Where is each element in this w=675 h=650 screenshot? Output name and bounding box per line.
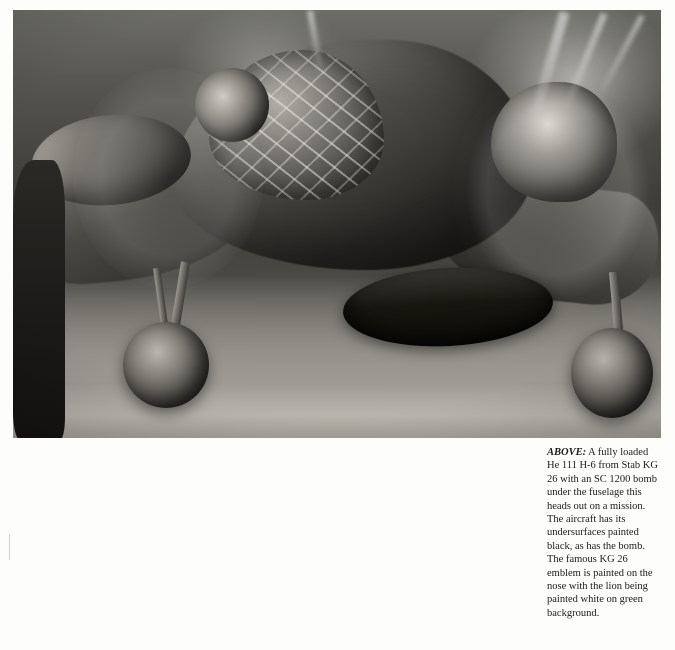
light-beam xyxy=(595,14,645,101)
photograph xyxy=(13,10,661,438)
caption-body-text: A fully loaded He 111 H-6 from Stab KG 26 with an SC 1200 bomb under the fuselage this heads out on a mission. The aircraft has its undersurfaces painted black, as has the bomb. The famous KG 26 emblem is painted on the nose with the lion being painted white on green background. xyxy=(547,447,658,619)
photograph-image xyxy=(13,10,661,438)
airfield-ground xyxy=(13,382,661,438)
caption-lead-label: ABOVE: xyxy=(547,447,587,458)
photo-caption xyxy=(547,446,663,620)
nose-gun-cupola xyxy=(195,68,269,142)
right-engine-nacelle xyxy=(491,82,617,202)
right-main-wheel xyxy=(571,328,653,418)
sc-1200-bomb xyxy=(341,263,555,352)
left-main-wheel xyxy=(123,322,209,408)
page-edge-mark xyxy=(9,534,10,560)
ground-crew-figure xyxy=(13,160,65,438)
